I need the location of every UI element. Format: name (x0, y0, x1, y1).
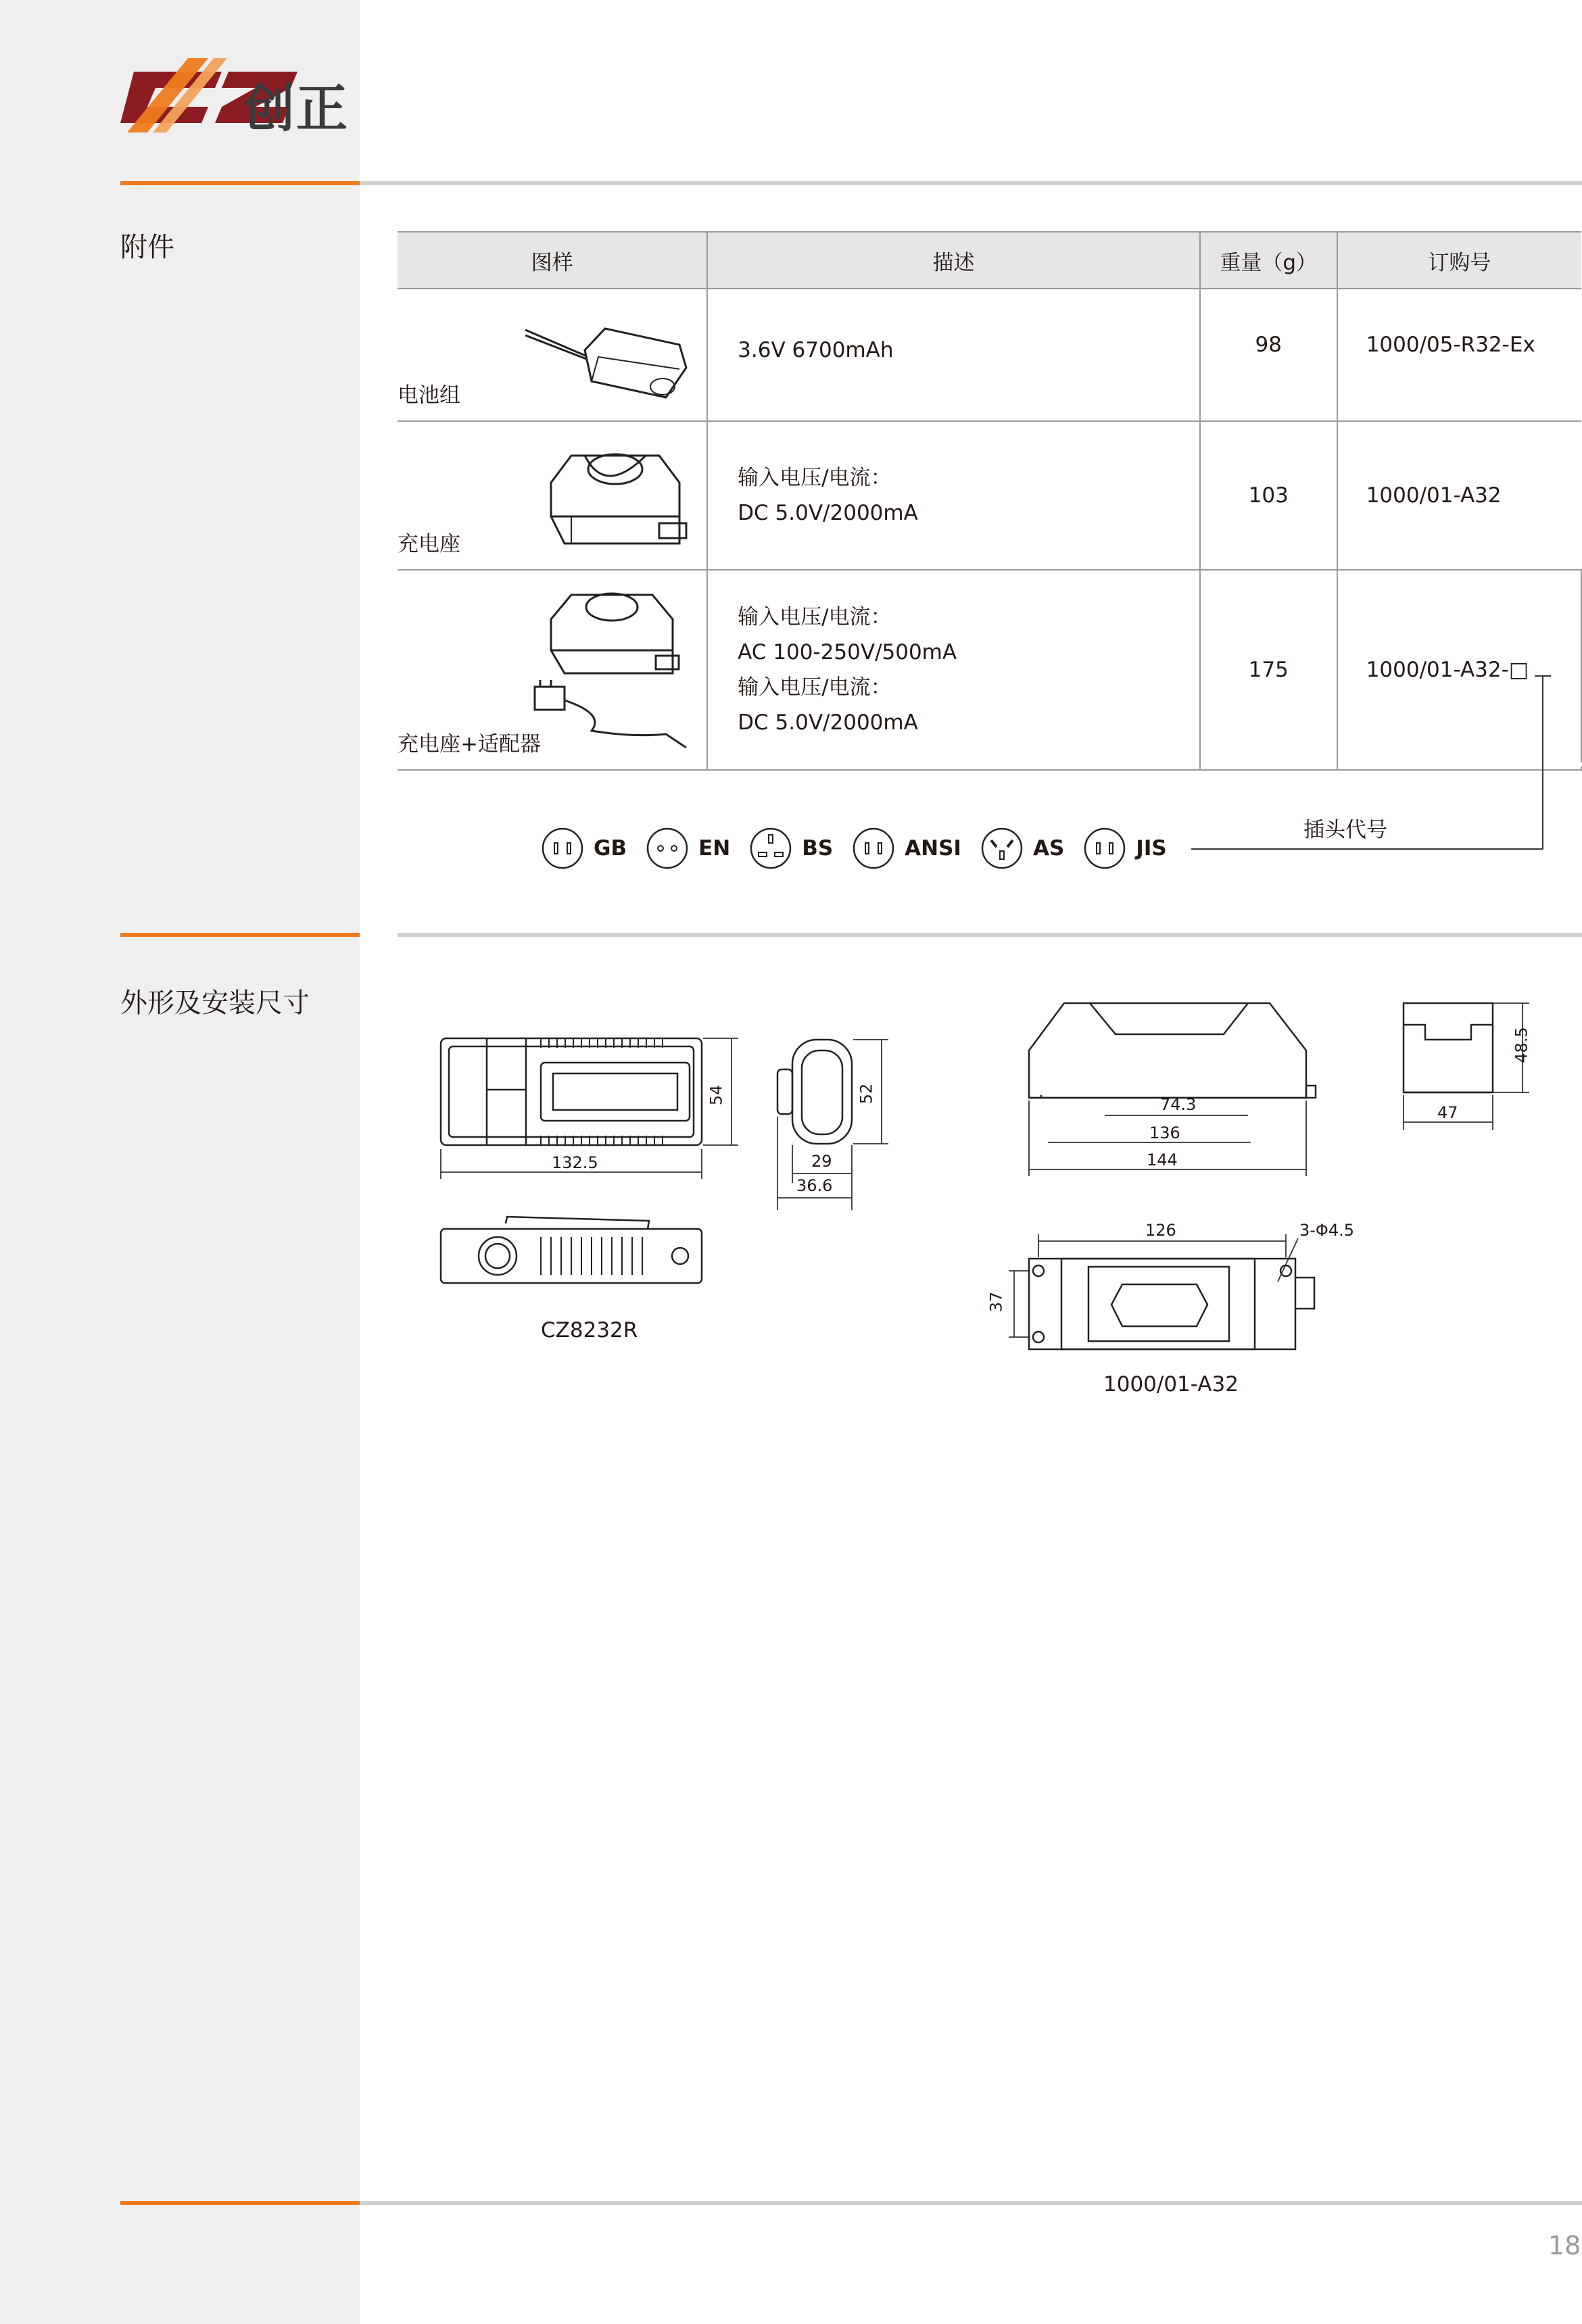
accent-rule (120, 2201, 360, 2205)
dim-side-h: 48.5 (1512, 1027, 1531, 1063)
dim-length: 132.5 (552, 1153, 598, 1172)
description-line: 输入电压/电流： (738, 675, 892, 700)
description-line: 3.6V 6700mAh (738, 338, 894, 362)
row-weight: 175 (1200, 570, 1337, 770)
row-weight: 103 (1200, 421, 1337, 570)
header-description: 描述 (707, 232, 1200, 289)
header-image: 图样 (398, 232, 707, 289)
dim-side-height: 52 (857, 1083, 876, 1105)
plug-ansi-label: ANSI (905, 836, 961, 861)
plug-bs-label: BS (802, 836, 834, 861)
brand-name: 创正 (243, 78, 349, 139)
dim-height: 54 (706, 1084, 726, 1106)
description-line: DC 5.0V/2000mA (738, 710, 918, 735)
dim-hole: 3-Φ4.5 (1299, 1221, 1354, 1240)
header-order-code: 订购号 (1337, 232, 1581, 289)
plug-gb-label: GB (594, 836, 627, 861)
row-order-code: 1000/05-R32-Ex (1337, 289, 1581, 421)
dim-d3: 144 (1147, 1151, 1178, 1169)
row-label: 充电座 (398, 532, 460, 556)
caption-charger: 1000/01-A32 (1103, 1372, 1239, 1397)
plug-code-label: 插头代号 (1303, 818, 1387, 842)
dim-side-w1: 29 (811, 1152, 832, 1171)
row-order-code: 1000/01-A32 (1337, 421, 1581, 570)
row-label: 充电座+适配器 (398, 732, 541, 756)
plug-en-label: EN (698, 836, 731, 861)
divider-rule (360, 2201, 1582, 2205)
row-order-code: 1000/01-A32-□ (1337, 570, 1581, 770)
caption-cz8232r: CZ8232R (541, 1318, 638, 1342)
section-title-accessories: 附件 (120, 232, 174, 263)
dim-d1: 74.3 (1160, 1095, 1197, 1114)
description-line: 输入电压/电流： (738, 466, 892, 490)
plug-jis-label: JIS (1136, 836, 1167, 861)
dim-d5: 37 (986, 1291, 1006, 1313)
description-line: 输入电压/电流： (738, 605, 892, 629)
dim-side-w: 47 (1437, 1103, 1458, 1122)
header-weight: 重量（g） (1200, 232, 1337, 289)
page-number: 18 (1548, 2231, 1581, 2260)
row-label: 电池组 (398, 383, 460, 408)
dim-side-w2: 36.6 (796, 1176, 833, 1195)
row-weight: 98 (1200, 289, 1337, 421)
description-line: AC 100-250V/500mA (738, 640, 957, 664)
section-title-dimensions: 外形及安装尺寸 (120, 988, 310, 1019)
dim-d4: 126 (1145, 1221, 1176, 1240)
plug-as-label: AS (1032, 836, 1065, 861)
dim-d2: 136 (1149, 1123, 1180, 1142)
description-line: DC 5.0V/2000mA (738, 501, 918, 525)
